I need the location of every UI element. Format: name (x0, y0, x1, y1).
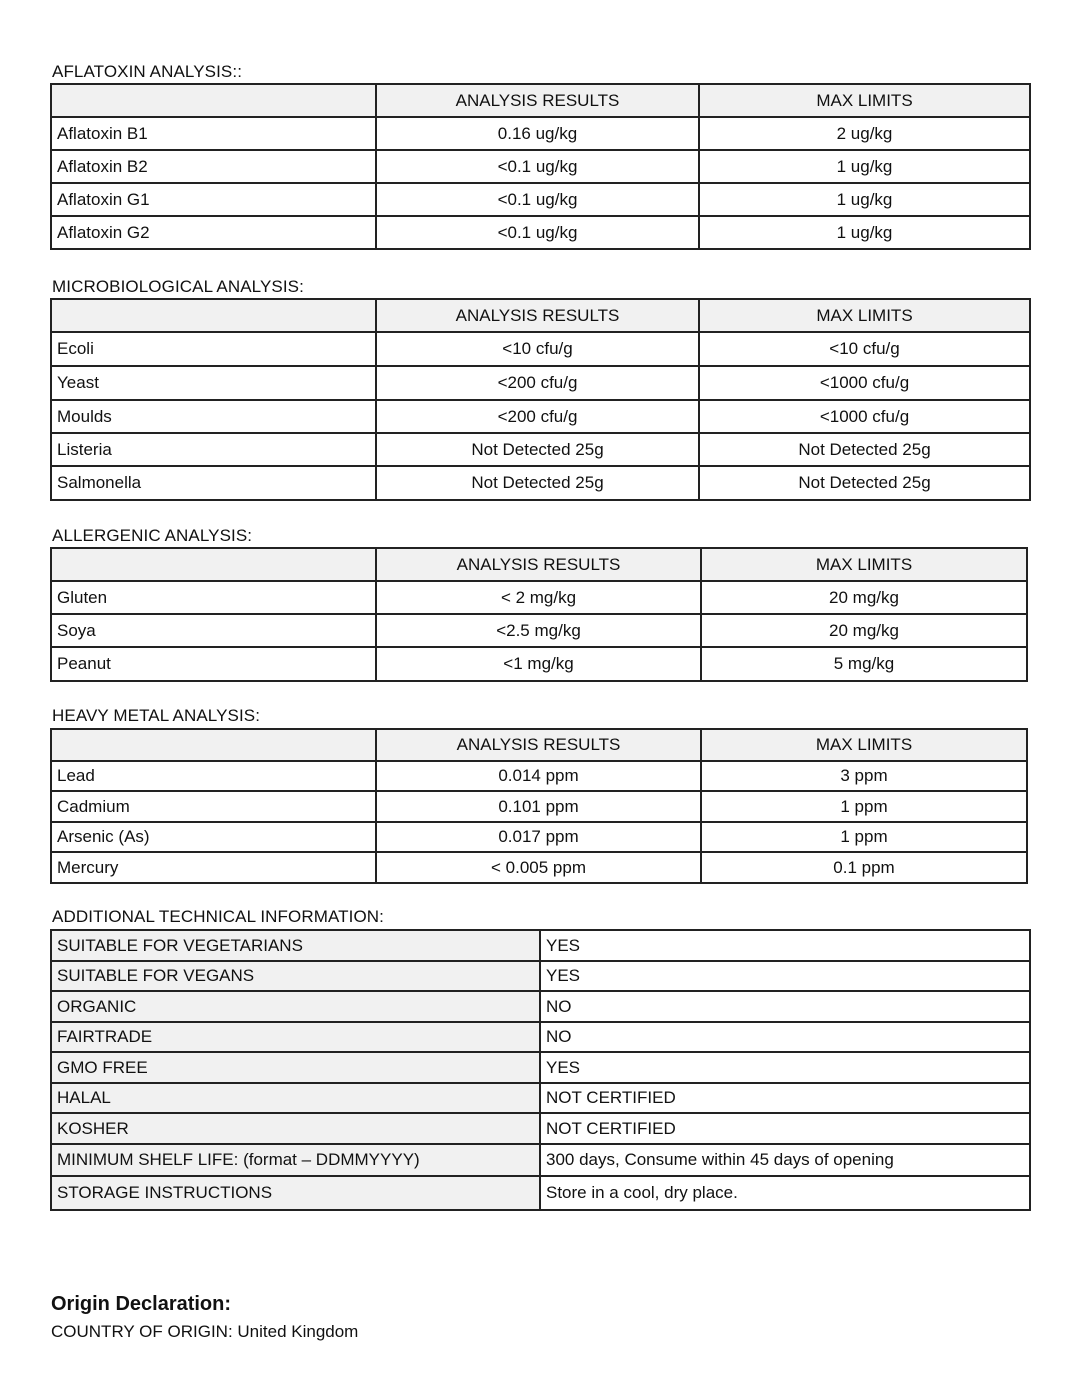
info-label: FAIRTRADE (51, 1022, 540, 1052)
header-analysis-results: ANALYSIS RESULTS (376, 84, 699, 117)
analyte-name: Mercury (51, 852, 376, 883)
origin-declaration-title: Origin Declaration: (51, 1293, 232, 1315)
info-value: Store in a cool, dry place. (540, 1176, 1030, 1210)
max-limit: 1 ug/kg (699, 183, 1030, 216)
info-label: SUITABLE FOR VEGANS (51, 961, 540, 991)
info-label: SUITABLE FOR VEGETARIANS (51, 930, 540, 961)
max-limit: 0.1 ppm (701, 852, 1027, 883)
table-header-row (51, 548, 1027, 581)
country-of-origin: COUNTRY OF ORIGIN: United Kingdom (51, 1322, 359, 1341)
analyte-name: Arsenic (As) (51, 822, 376, 852)
table-row (51, 466, 1030, 500)
table-header-row (51, 729, 1027, 761)
table-row (51, 822, 1027, 852)
max-limit: <10 cfu/g (699, 332, 1030, 366)
table-row (51, 183, 1030, 216)
max-limit: <1000 cfu/g (699, 366, 1030, 400)
header-max-limits: MAX LIMITS (701, 729, 1027, 761)
max-limit: 3 ppm (701, 761, 1027, 791)
analysis-result: 0.101 ppm (376, 791, 701, 822)
info-value: YES (540, 961, 1030, 991)
header-blank (51, 299, 376, 332)
header-max-limits: MAX LIMITS (701, 548, 1027, 581)
table-row (51, 930, 1030, 961)
analysis-result: <0.1 ug/kg (376, 216, 699, 249)
analysis-result: <200 cfu/g (376, 366, 699, 400)
table-row (51, 1144, 1030, 1176)
table-row (51, 117, 1030, 150)
analysis-result: <200 cfu/g (376, 400, 699, 433)
aflatoxin-table (50, 83, 1031, 250)
header-blank (51, 729, 376, 761)
max-limit: 20 mg/kg (701, 581, 1027, 614)
table-row (51, 961, 1030, 991)
table-row (51, 433, 1030, 466)
micro-section-title: MICROBIOLOGICAL ANALYSIS: (52, 277, 304, 296)
max-limit: 1 ug/kg (699, 150, 1030, 183)
header-analysis-results: ANALYSIS RESULTS (376, 548, 701, 581)
analysis-result: <1 mg/kg (376, 647, 701, 681)
table-row (51, 647, 1027, 681)
analyte-name: Aflatoxin B2 (51, 150, 376, 183)
info-value: NOT CERTIFIED (540, 1083, 1030, 1113)
header-max-limits: MAX LIMITS (699, 299, 1030, 332)
analysis-result: <10 cfu/g (376, 332, 699, 366)
analysis-result: 0.16 ug/kg (376, 117, 699, 150)
info-label: MINIMUM SHELF LIFE: (format – DDMMYYYY) (51, 1144, 540, 1176)
analyte-name: Listeria (51, 433, 376, 466)
table-row (51, 581, 1027, 614)
table-header-row (51, 299, 1030, 332)
info-value: 300 days, Consume within 45 days of opening (540, 1144, 1030, 1176)
table-row (51, 852, 1027, 883)
table-row (51, 991, 1030, 1022)
table-row (51, 150, 1030, 183)
header-analysis-results: ANALYSIS RESULTS (376, 729, 701, 761)
analysis-result: < 2 mg/kg (376, 581, 701, 614)
additional-info-table (50, 929, 1031, 1211)
info-label: GMO FREE (51, 1052, 540, 1083)
max-limit: Not Detected 25g (699, 433, 1030, 466)
analyte-name: Soya (51, 614, 376, 647)
analysis-result: Not Detected 25g (376, 466, 699, 500)
analyte-name: Peanut (51, 647, 376, 681)
analyte-name: Ecoli (51, 332, 376, 366)
heavy-section-title: HEAVY METAL ANALYSIS: (52, 706, 261, 725)
info-label: STORAGE INSTRUCTIONS (51, 1176, 540, 1210)
info-label: KOSHER (51, 1113, 540, 1144)
table-row (51, 1113, 1030, 1144)
analyte-name: Gluten (51, 581, 376, 614)
max-limit: <1000 cfu/g (699, 400, 1030, 433)
info-value: NOT CERTIFIED (540, 1113, 1030, 1144)
aflatoxin-section-title: AFLATOXIN ANALYSIS:: (52, 62, 243, 81)
analysis-result: 0.017 ppm (376, 822, 701, 852)
max-limit: 5 mg/kg (701, 647, 1027, 681)
analysis-result: <2.5 mg/kg (376, 614, 701, 647)
header-blank (51, 84, 376, 117)
table-row (51, 1083, 1030, 1113)
analyte-name: Aflatoxin B1 (51, 117, 376, 150)
info-value: NO (540, 1022, 1030, 1052)
analysis-result: <0.1 ug/kg (376, 183, 699, 216)
info-value: NO (540, 991, 1030, 1022)
table-row (51, 791, 1027, 822)
analyte-name: Moulds (51, 400, 376, 433)
table-row (51, 332, 1030, 366)
table-row (51, 400, 1030, 433)
allergen-section-title: ALLERGENIC ANALYSIS: (52, 526, 253, 545)
info-label: ORGANIC (51, 991, 540, 1022)
analysis-result: <0.1 ug/kg (376, 150, 699, 183)
table-row (51, 1052, 1030, 1083)
header-analysis-results: ANALYSIS RESULTS (376, 299, 699, 332)
analyte-name: Cadmium (51, 791, 376, 822)
analyte-name: Aflatoxin G2 (51, 216, 376, 249)
table-row (51, 1176, 1030, 1210)
max-limit: 1 ug/kg (699, 216, 1030, 249)
table-row (51, 1022, 1030, 1052)
table-row (51, 366, 1030, 400)
max-limit: 1 ppm (701, 791, 1027, 822)
max-limit: 1 ppm (701, 822, 1027, 852)
analysis-result: Not Detected 25g (376, 433, 699, 466)
table-row (51, 761, 1027, 791)
header-blank (51, 548, 376, 581)
heavy-metal-table (50, 728, 1028, 884)
micro-table (50, 298, 1031, 501)
table-header-row (51, 84, 1030, 117)
additional-section-title: ADDITIONAL TECHNICAL INFORMATION: (52, 907, 384, 926)
analyte-name: Yeast (51, 366, 376, 400)
info-label: HALAL (51, 1083, 540, 1113)
info-value: YES (540, 930, 1030, 961)
analyte-name: Lead (51, 761, 376, 791)
analysis-result: < 0.005 ppm (376, 852, 701, 883)
analyte-name: Salmonella (51, 466, 376, 500)
max-limit: 20 mg/kg (701, 614, 1027, 647)
table-row (51, 216, 1030, 249)
info-value: YES (540, 1052, 1030, 1083)
max-limit: Not Detected 25g (699, 466, 1030, 500)
table-row (51, 614, 1027, 647)
analysis-result: 0.014 ppm (376, 761, 701, 791)
analyte-name: Aflatoxin G1 (51, 183, 376, 216)
allergen-table (50, 547, 1028, 682)
header-max-limits: MAX LIMITS (699, 84, 1030, 117)
max-limit: 2 ug/kg (699, 117, 1030, 150)
